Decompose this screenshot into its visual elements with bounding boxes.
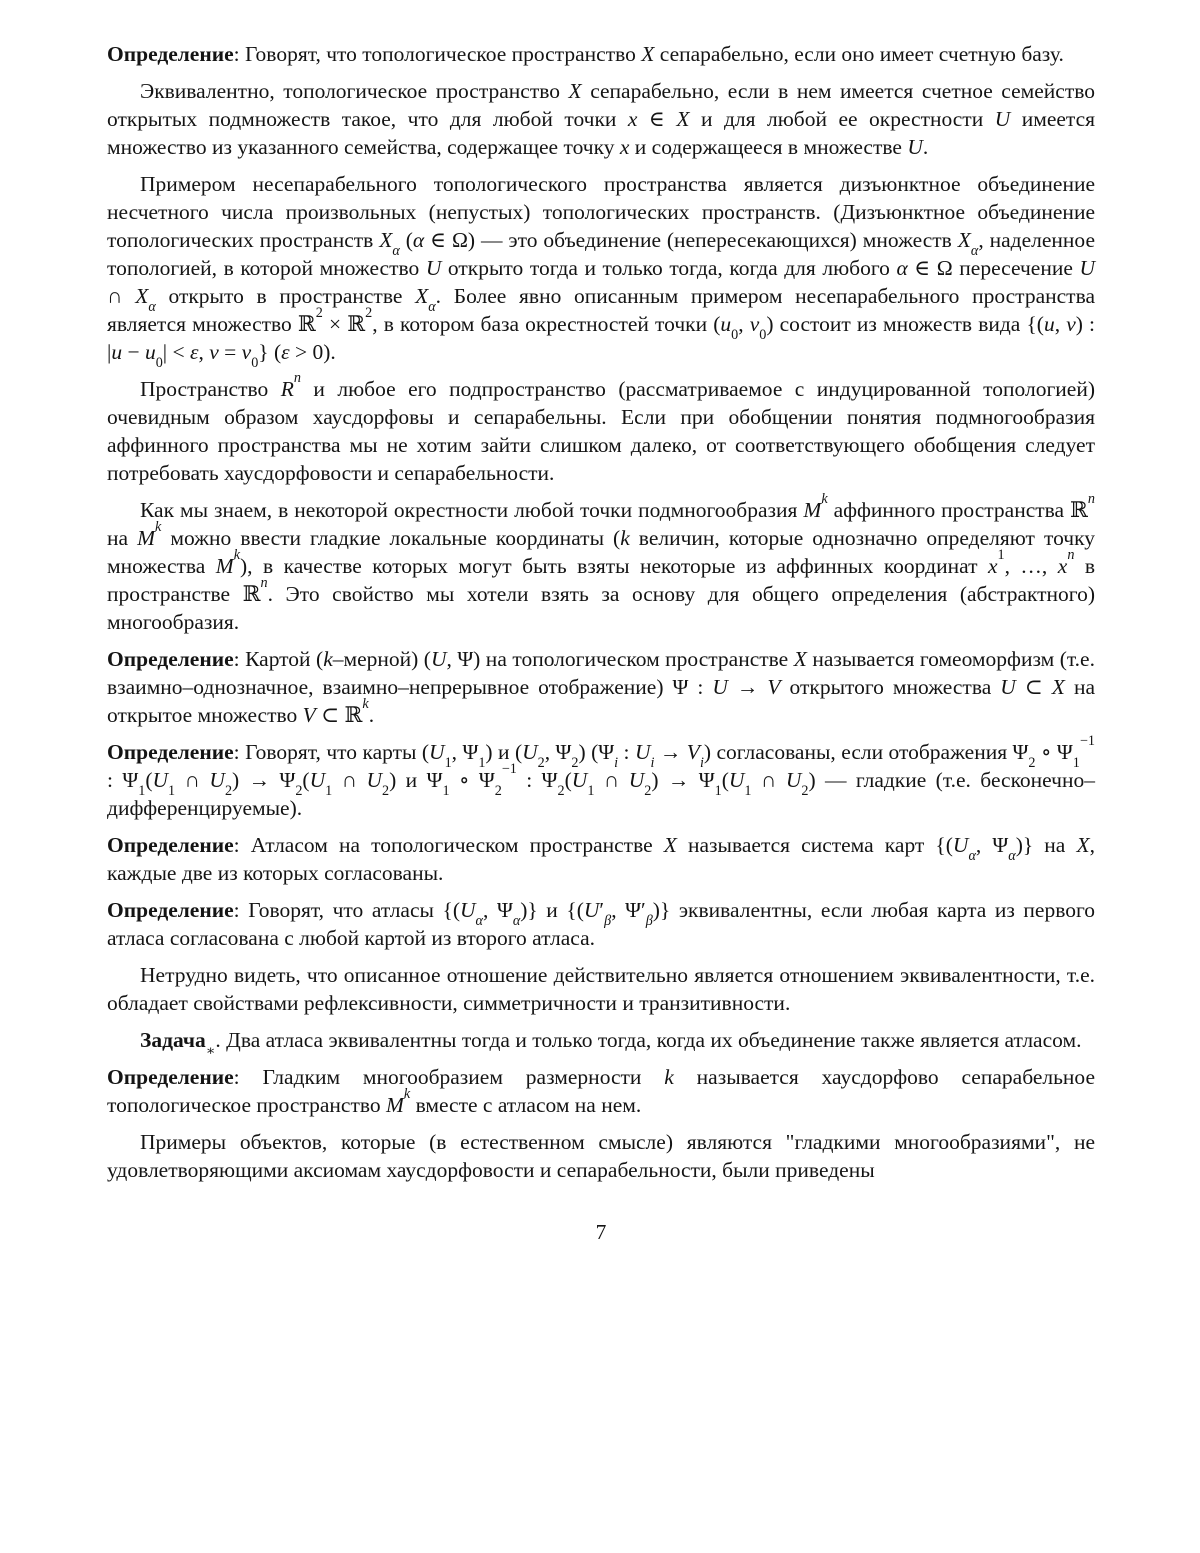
paragraph-def-separable: Определение: Говорят, что топологическое пространство X сепарабельно, если оно имеет счетную базу. xyxy=(107,42,1064,66)
paragraph-examples-non-hausdorff: Примеры объектов, которые (в естественном смысле) являются "гладкими многообразиями", не удовлетворяющими аксиомам хаусдорфовости и сепарабельности, были приведены xyxy=(107,1130,1095,1182)
paragraph-problem-atlases: Задача$_∗$. Два атласа эквивалентны тогда и только тогда, когда их объединение также является атласом. xyxy=(140,1028,1082,1060)
paragraph-def-chart: Определение: Картой (k–мерной) (U, Ψ) на топологическом пространстве X называется гомеоморфизм (т.е. взаимно–однозначное, взаимно–непрерывное отображение) Ψ : U → V открытого множества U ⊂ X на открытое множество V ⊂ ℝ$^k$. xyxy=(107,647,1095,727)
paragraph-equivalence-relation: Нетрудно видеть, что описанное отношение действительно является отношением эквивалентности, т.е. обладает свойствами рефлексивности, симметричности и транзитивности. xyxy=(107,963,1095,1015)
paragraph-rn-hausdorff-separable: Пространство $R^n$ и любое его подпространство (рассматриваемое с индуцированной топологией) очевидным образом хаусдорфовы и сепарабельны. Если при обобщении понятия подмногообразия аффинного пространства мы не хотим зайти слишком далеко, от соответствующего обобщения следует потребовать хаусдорфовости и сепарабельности. xyxy=(107,369,1095,485)
page-number: 7 xyxy=(595,1220,607,1244)
paragraph-def-equivalent-atlases: Определение: Говорят, что атласы {($U_\alpha$, $\Psi_\alpha$)} и {($U'_\beta$, $\Psi'_\beta$)} эквивалентны, если любая карта из первого атласа согласована с любой картой из второго атласа. xyxy=(107,898,1096,950)
paragraph-disjoint-union-example: Примером несепарабельного топологического пространства является дизъюнктное объединение несчетного числа произвольных (непустых) топологических пространств. (Дизъюнктное объединение топологических пространств $X_\alpha$ (α ∈ Ω) — это объединение (непересекающихся) множеств $X_\alpha$, наделенное топологией, в которой множество U открыто тогда и только тогда, когда для любого α ∈ Ω пересечение U ∩ $X_\alpha$ открыто в пространстве $X_\alpha$. Более явно описанным примером несепарабельного пространства является множество ℝ$^2$ × ℝ$^2$, в котором база окрестностей точки ($u_0$, $v_0$) состоит из множеств вида {(u, v) : $|u - u_0| < \varepsilon$, $v = v_0$} (ε > 0). xyxy=(107,172,1096,372)
paragraph-def-atlas: Определение: Атласом на топологическом пространстве X называется система карт {($U_\alpha$, $\Psi_\alpha$)} на X, каждые две из которых согласованы. xyxy=(107,833,1095,885)
paragraph-def-compatible-charts: Определение: Говорят, что карты ($U_1$, $\Psi_1$) и ($U_2$, $\Psi_2$) ($\Psi_i$ : $U_i \to V_i$) согласованы, если отображения $\Psi_2$ ∘ $\Psi_1^{-1}$ : $\Psi_1(U_1$ ∩ $U_2) \to \Psi_2(U_1$ ∩ $U_2$) и $\Psi_1$ ∘ $\Psi_2^{-1}$ : $\Psi_2(U_1$ ∩ $U_2) \to \Psi_1(U_1$ ∩ $U_2$) — гладкие (т.е. бесконечно–дифференцируемые). xyxy=(107,732,1095,820)
paragraph-local-coordinates: Как мы знаем, в некоторой окрестности любой точки подмногообразия $M^k$ аффинного пространства ℝ$^n$ на $M^k$ можно ввести гладкие локальные координаты (k величин, которые однозначно определяют точку множества $M^k$), в качестве которых могут быть взяты некоторые из аффинных координат $x^1$, …, $x^n$ в пространстве ℝ$^n$. Это свойство мы хотели взять за основу для общего определения (абстрактного) многообразия. xyxy=(107,490,1096,634)
paragraph-def-smooth-manifold: Определение: Гладким многообразием размерности k называется хаусдорфово сепарабельное топологическое пространство $M^k$ вместе с атласом на нем. xyxy=(107,1065,1095,1117)
paragraph-equivalent-formulation: Эквивалентно, топологическое пространство X сепарабельно, если в нем имеется счетное семейство открытых подмножеств такое, что для любой точки x ∈ X и для любой ее окрестности U имеется множество из указанного семейства, содержащее точку x и содержащееся в множестве U. xyxy=(107,79,1096,159)
